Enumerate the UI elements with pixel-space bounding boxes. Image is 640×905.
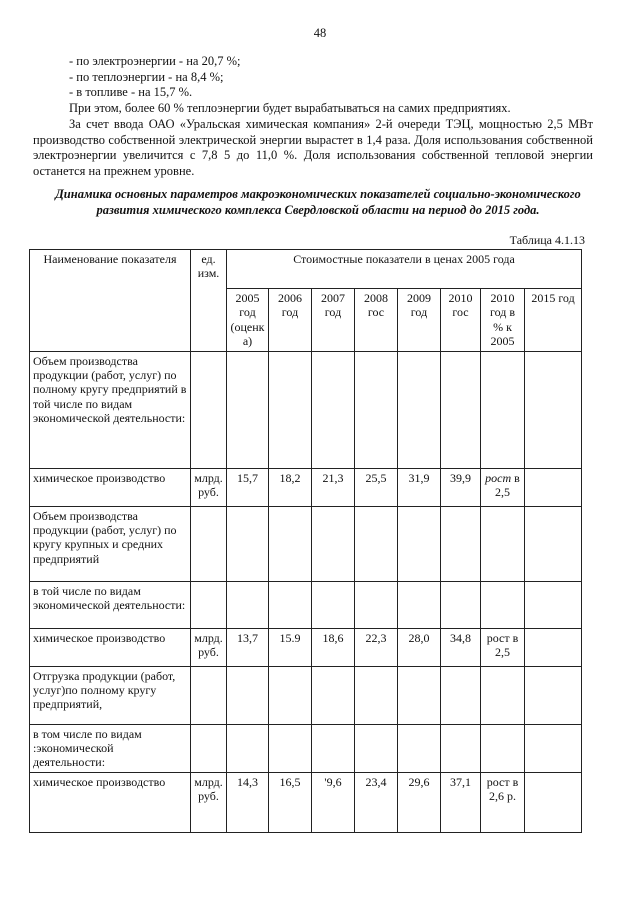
growth-note-text: в 2,5 bbox=[495, 470, 520, 500]
indicators-table bbox=[29, 249, 582, 833]
cell-value bbox=[398, 581, 441, 628]
cell-value bbox=[227, 506, 269, 581]
header-group: Стоимостные показатели в ценах 2005 года bbox=[227, 250, 582, 289]
row-name: химическое производство bbox=[30, 468, 191, 506]
table-row bbox=[30, 724, 582, 772]
cell-growth-note bbox=[481, 468, 525, 506]
row-name: в том числе по видам :экономической деятельности: bbox=[30, 724, 191, 772]
row-name: химическое производство bbox=[30, 772, 191, 832]
table-row bbox=[30, 468, 582, 506]
cell-value bbox=[227, 581, 269, 628]
cell-value bbox=[481, 581, 525, 628]
cell-value bbox=[269, 581, 312, 628]
cell-growth-note: рост в 2,5 bbox=[481, 628, 525, 666]
row-name: в той числе по видам экономической деятельности: bbox=[30, 581, 191, 628]
cell-value bbox=[312, 351, 355, 468]
cell-unit: млрд. руб. bbox=[191, 772, 227, 832]
header-year: 2010 гос bbox=[441, 289, 481, 352]
cell-value bbox=[441, 506, 481, 581]
cell-unit: млрд. руб. bbox=[191, 468, 227, 506]
cell-unit bbox=[191, 351, 227, 468]
cell-value bbox=[227, 351, 269, 468]
cell-value: 18,6 bbox=[312, 628, 355, 666]
cell-value bbox=[312, 724, 355, 772]
paragraph-tec: За счет ввода ОАО «Уральская химическая компания» 2-й очереди ТЭЦ, мощностью 2,5 МВт производство собственной электрической энергии вырастет в 1,4 раза. Доля использования собственной электроэнергии увеличится с 7,8 5 до 11,0 %. Доля использования собственной тепловой энергии останется на прежнем уровне. bbox=[33, 116, 593, 178]
cell-value bbox=[525, 506, 582, 581]
cell-unit bbox=[191, 666, 227, 724]
header-year: 2007 год bbox=[312, 289, 355, 352]
paragraph-heat-share: При этом, более 60 % теплоэнергии будет вырабатываться на самих предприятиях. bbox=[69, 101, 511, 116]
bullet-electricity: - по электроэнергии - на 20,7 %; bbox=[69, 54, 241, 68]
table-row bbox=[30, 506, 582, 581]
cell-value: 28,0 bbox=[398, 628, 441, 666]
cell-value bbox=[481, 724, 525, 772]
table-row bbox=[30, 628, 582, 666]
cell-value: 39,9 bbox=[441, 468, 481, 506]
cell-value bbox=[398, 506, 441, 581]
bullet-heat: - по теплоэнергии - на 8,4 %; bbox=[69, 69, 224, 84]
cell-value: 22,3 bbox=[355, 628, 398, 666]
cell-value bbox=[355, 351, 398, 468]
cell-value bbox=[525, 581, 582, 628]
cell-unit bbox=[191, 581, 227, 628]
cell-value bbox=[355, 581, 398, 628]
cell-value bbox=[441, 666, 481, 724]
cell-value: 14,3 bbox=[227, 772, 269, 832]
cell-value bbox=[525, 628, 582, 666]
cell-value: 21,3 bbox=[312, 468, 355, 506]
cell-value bbox=[398, 666, 441, 724]
cell-value bbox=[355, 666, 398, 724]
cell-value bbox=[441, 351, 481, 468]
cell-value bbox=[525, 772, 582, 832]
table-row bbox=[30, 772, 582, 832]
cell-value: 16,5 bbox=[269, 772, 312, 832]
cell-value bbox=[525, 468, 582, 506]
cell-value bbox=[355, 506, 398, 581]
page-number: 48 bbox=[313, 26, 327, 40]
cell-value: 31,9 bbox=[398, 468, 441, 506]
table-row bbox=[30, 581, 582, 628]
cell-value bbox=[227, 724, 269, 772]
cell-value bbox=[269, 506, 312, 581]
header-year: 2010 год в % к 2005 bbox=[481, 289, 525, 352]
cell-value bbox=[269, 724, 312, 772]
cell-unit: млрд. руб. bbox=[191, 628, 227, 666]
table-title: Динамика основных параметров макроэкономических показателей социально-экономического развития химического комплекса Свердловской области на период до 2015 года. bbox=[55, 187, 581, 217]
header-year: 2009 год bbox=[398, 289, 441, 352]
header-year: 2005 год (оценк а) bbox=[227, 289, 269, 352]
cell-value bbox=[312, 666, 355, 724]
cell-value bbox=[441, 724, 481, 772]
cell-value bbox=[525, 724, 582, 772]
cell-value: 23,4 bbox=[355, 772, 398, 832]
cell-value bbox=[481, 506, 525, 581]
cell-value: 37,1 bbox=[441, 772, 481, 832]
cell-value bbox=[398, 351, 441, 468]
table-row bbox=[30, 666, 582, 724]
growth-note-italic: рост bbox=[485, 470, 512, 485]
row-name: Объем производства продукции (работ, услуг) по полному кругу предприятий в той числе по видам экономической деятельности: bbox=[30, 351, 191, 468]
row-name: Отгрузка продукции (работ, услуг)по полному кругу предприятий, bbox=[30, 666, 191, 724]
cell-value: 15,7 bbox=[227, 468, 269, 506]
table-row bbox=[30, 351, 582, 468]
intro-text bbox=[33, 54, 593, 180]
cell-value bbox=[481, 666, 525, 724]
cell-value bbox=[269, 666, 312, 724]
cell-value: 34,8 bbox=[441, 628, 481, 666]
bullet-fuel: - в топливе - на 15,7 %. bbox=[69, 85, 193, 100]
cell-value: 18,2 bbox=[269, 468, 312, 506]
cell-unit bbox=[191, 724, 227, 772]
header-year: 2006 год bbox=[269, 289, 312, 352]
cell-value bbox=[441, 581, 481, 628]
cell-value: 25,5 bbox=[355, 468, 398, 506]
cell-value bbox=[355, 724, 398, 772]
cell-value: 29,6 bbox=[398, 772, 441, 832]
cell-value bbox=[312, 581, 355, 628]
row-name: химическое производство bbox=[30, 628, 191, 666]
cell-value bbox=[481, 351, 525, 468]
header-year: 2008 гос bbox=[355, 289, 398, 352]
cell-value bbox=[312, 506, 355, 581]
cell-value bbox=[227, 666, 269, 724]
cell-value bbox=[525, 351, 582, 468]
cell-value bbox=[269, 351, 312, 468]
row-name: Объем производства продукции (работ, услуг) по кругу крупных и средних предприятий bbox=[30, 506, 191, 581]
cell-value: 15.9 bbox=[269, 628, 312, 666]
header-year: 2015 год bbox=[525, 289, 582, 352]
cell-value bbox=[525, 666, 582, 724]
cell-growth-note: рост в 2,6 р. bbox=[481, 772, 525, 832]
cell-value: 13,7 bbox=[227, 628, 269, 666]
cell-value: '9,6 bbox=[312, 772, 355, 832]
table-caption: Таблица 4.1.13 bbox=[509, 233, 585, 247]
cell-value bbox=[398, 724, 441, 772]
header-unit: ед. изм. bbox=[191, 250, 227, 352]
cell-unit bbox=[191, 506, 227, 581]
header-name: Наименование показателя bbox=[30, 250, 191, 352]
